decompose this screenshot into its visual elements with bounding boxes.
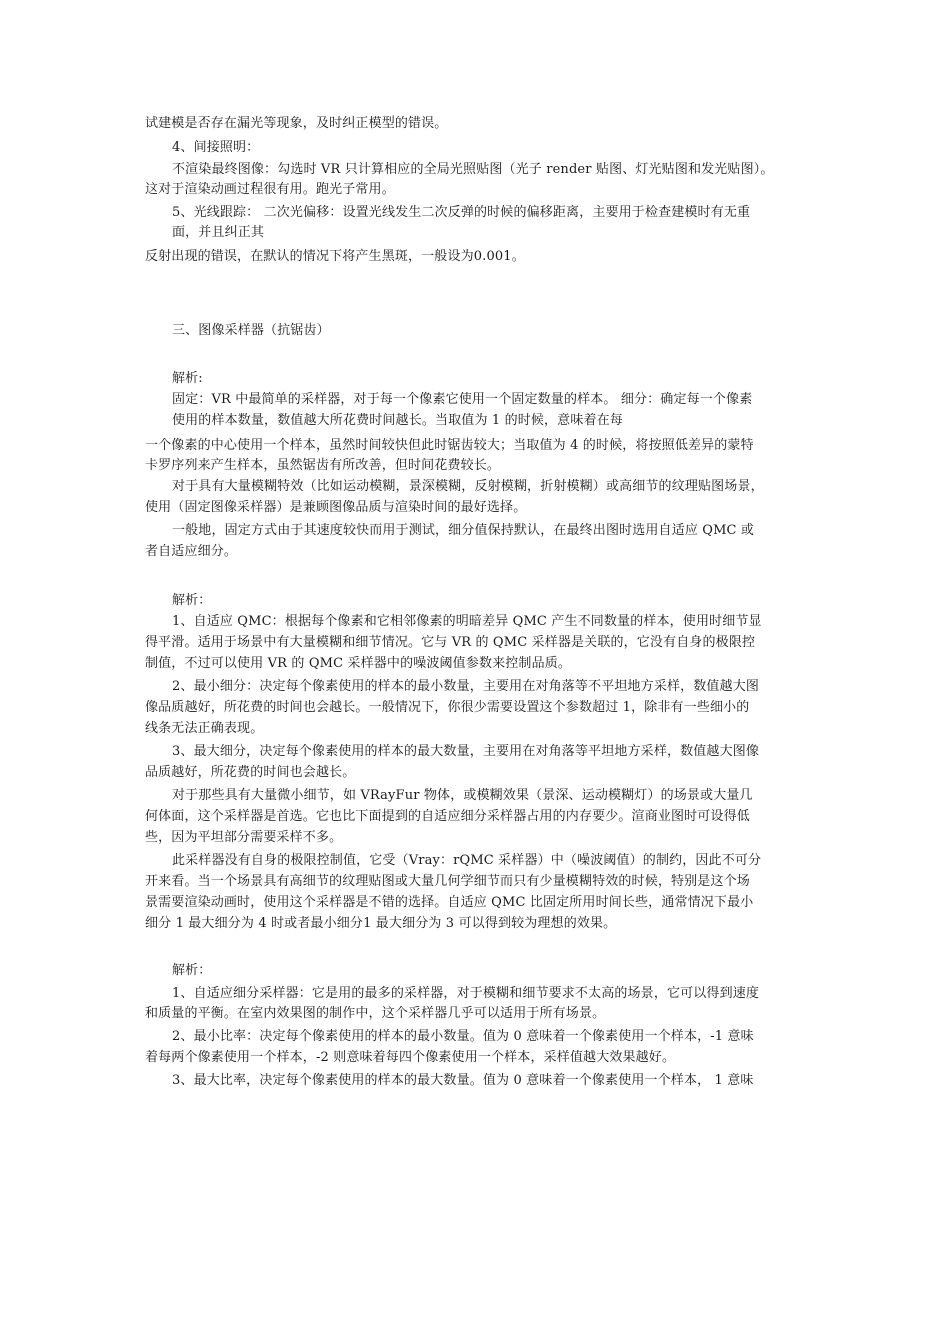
paragraph-line: 3、最大细分，决定每个像素使用的样本的最大数量，主要用在对角落等平坦地方采样，数值越大图像	[172, 744, 760, 759]
paragraph-line: 2、最小比率：决定每个像素使用的样本的最小数量。值为 0 意味着一个像素使用一个样本，-1 意味	[172, 1029, 754, 1044]
paragraph-line: 使用（固定图像采样器）是兼顾图像品质与渲染时间的最好选择。	[145, 500, 527, 515]
paragraph-line: 景需要渲染动画时，使用这个采样器是不错的选择。自适应 QMC 比固定所用时间长些，通常情况下最小	[145, 895, 754, 910]
paragraph-line: 使用的样本数量，数值越大所花费时间越长。当取值为 1 的时候，意味着在每	[172, 413, 623, 428]
analysis-label: 解析：	[172, 593, 212, 608]
paragraph-line: 对于具有大量模糊特效（比如运动模糊，景深模糊，反射模糊，折射模糊）或高细节的纹理贴图场景，	[172, 479, 764, 494]
paragraph-line: 一般地，固定方式由于其速度较快而用于测试，细分值保持默认，在最终出图时选用自适应 QMC 或	[172, 523, 755, 538]
paragraph-line: 着每两个像素使用一个样本，-2 则意味着每四个像素使用一个样本，采样值越大效果越好。	[145, 1050, 676, 1065]
paragraph-line: 面，并且纠正其	[172, 225, 265, 240]
paragraph-line: 何体面，这个采样器是首选。它也比下面提到的自适应细分采样器占用的内存要少。渲商业图时可设得低	[145, 809, 750, 824]
paragraph-line: 得平滑。适用于场景中有大量模糊和细节情况。它与 VR 的 QMC 采样器是关联的，它没有自身的极限控	[145, 635, 756, 650]
paragraph-line: 开来看。当一个场景具有高细节的纹理贴图或大量几何学细节而只有少量模糊特效的时候，特别是这个场	[145, 874, 750, 889]
paragraph-line: 1、自适应细分采样器：它是用的最多的采样器，对于模糊和细节要求不太高的场景，它可以得到速度	[172, 986, 760, 1001]
analysis-label: 解析：	[172, 963, 212, 978]
paragraph-line: 和质量的平衡。在室内效果图的制作中，这个采样器几乎可以适用于所有场景。	[145, 1006, 606, 1021]
paragraph-line: 些，因为平坦部分需要采样不多。	[145, 830, 343, 845]
paragraph-line: 2、最小细分：决定每个像素使用的样本的最小数量，主要用在对角落等不平坦地方采样，数值越大图	[172, 679, 760, 694]
paragraph-line: 反射出现的错误，在默认的情况下将产生黑斑，一般设为0.001。	[145, 249, 525, 264]
paragraph-line: 1、自适应 QMC：根据每个像素和它相邻像素的明暗差异 QMC 产生不同数量的样本，使用时细节显	[172, 614, 762, 629]
paragraph-line: 这对于渲染动画过程很有用。跑光子常用。	[145, 182, 395, 197]
paragraph-line: 3、最大比率，决定每个像素使用的样本的最大数量。值为 0 意味着一个像素使用一个样本， 1 意味	[172, 1073, 754, 1088]
paragraph-line: 固定：VR 中最简单的采样器，对于每一个像素它使用一个固定数量的样本。 细分：确定每一个像素	[172, 392, 753, 407]
paragraph-line: 不渲染最终图像：勾选时 VR 只计算相应的全局光照贴图（光子 render 贴图、灯光贴图和发光贴图）。	[172, 162, 774, 177]
paragraph-line: 一个像素的中心使用一个样本，虽然时间较快但此时锯齿较大；当取值为 4 的时候，将按照低差异的蒙特	[145, 438, 754, 453]
section-heading: 4、间接照明：	[172, 140, 260, 155]
paragraph-line: 线条无法正确表现。	[145, 721, 264, 736]
paragraph-line: 者自适应细分。	[145, 544, 238, 559]
paragraph-line: 卡罗序列来产生样本，虽然锯齿有所改善，但时间花费较长。	[145, 458, 501, 473]
analysis-label: 解析:	[172, 371, 203, 386]
paragraph-line: 5、光线跟踪： 二次光偏移：设置光线发生二次反弹的时候的偏移距离，主要用于检查建模时有无重	[172, 205, 751, 220]
chapter-heading: 三、图像采样器（抗锯齿）	[172, 323, 330, 338]
paragraph-line: 像品质越好，所花费的时间也会越长。一般情况下，你很少需要设置这个参数超过 1，除非有一些细小的	[145, 700, 750, 715]
paragraph-line: 对于那些具有大量微小细节，如 VRayFur 物体，或模糊效果（景深、运动模糊灯）的场景或大量几	[172, 788, 753, 803]
paragraph-line: 制值，不过可以使用 VR 的 QMC 采样器中的噪波阈值参数来控制品质。	[145, 656, 572, 671]
paragraph-line: 品质越好，所花费的时间也会越长。	[145, 765, 356, 780]
paragraph-line: 试建模是否存在漏光等现象，及时纠正模型的错误。	[145, 116, 448, 131]
paragraph-line: 细分 1 最大细分为 4 时或者最小细分1 最大细分为 3 可以得到较为理想的效果。	[145, 916, 617, 931]
paragraph-line: 此采样器没有自身的极限控制值，它受（Vray：rQMC 采样器）中（噪波阈值）的制约，因此不可分	[172, 853, 762, 868]
